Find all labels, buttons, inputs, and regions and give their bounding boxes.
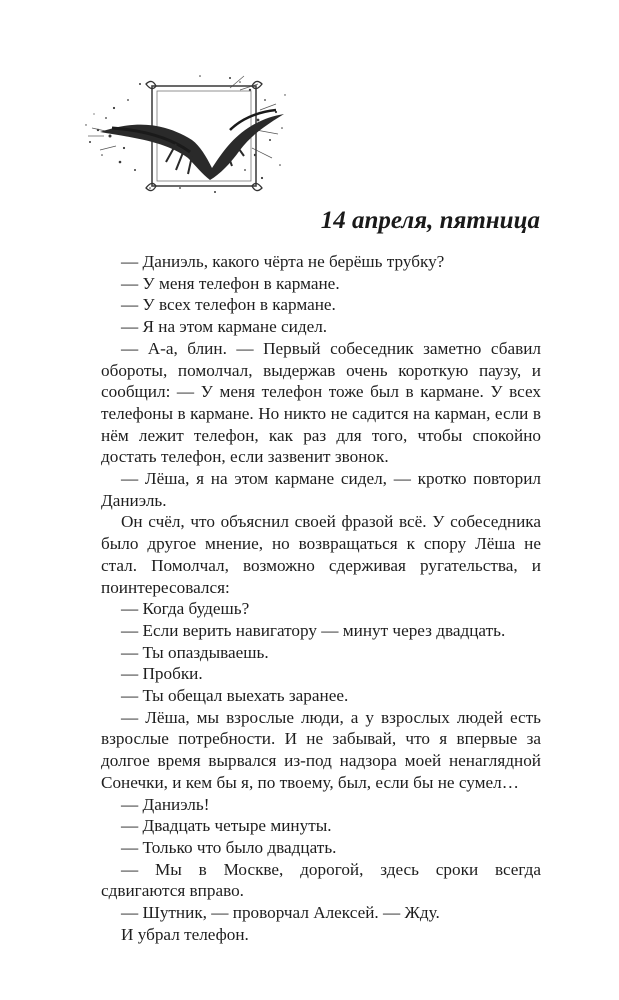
paragraph: — Ты опаздываешь. xyxy=(121,642,269,662)
paragraph: — Я на этом кармане сидел. xyxy=(121,317,328,337)
paragraph: — Только что было двадцать. xyxy=(121,837,337,857)
paragraph: — У меня телефон в кармане. xyxy=(121,273,340,293)
paragraph: — Пробки. xyxy=(121,664,203,684)
paragraph: — Лёша, я на этом кармане сидел, — кротко повторил Даниэль. xyxy=(101,469,541,510)
paragraph: — Если верить навигатору — минут через двадцать. xyxy=(121,620,506,640)
paragraph: — Мы в Москве, дорогой, здесь сроки всегда сдвигаются вправо. xyxy=(101,859,541,901)
chapter-title: 14 апреля, пятница xyxy=(320,207,540,234)
text-body xyxy=(101,251,541,946)
paragraph: Он счёл, что объяснил своей фразой всё. У собеседника было другое мнение, но возвращаться к спору Лёша не стал. Помолчал, возможно сдерживая ругательства, и поинтересовался: xyxy=(101,512,541,597)
paragraph: — Даниэль, какого чёрта не берёшь трубку? xyxy=(121,252,445,271)
paragraph: — Когда будешь? xyxy=(121,599,250,619)
paragraph: — Ты обещал выехать заранее. xyxy=(121,686,349,706)
paragraph: — Двадцать четыре минуты. xyxy=(121,816,332,836)
ornament-raven-frame xyxy=(80,70,290,198)
paragraph: И убрал телефон. xyxy=(121,924,249,944)
paragraph: — А-а, блин. — Первый собеседник заметно сбавил обороты, помолчал, выдержав очень короткую паузу, и сообщил: — У меня телефон тоже был в кармане. У всех телефоны в кармане. Но никто не садится на карман, если в нём лежит телефон, как раз для того, чтобы спокойно достать телефон, если зазвенит звонок. xyxy=(101,338,541,467)
paragraph: — Шутник, — проворчал Алексей. — Жду. xyxy=(121,903,440,923)
paragraph: — Лёша, мы взрослые люди, а у взрослых людей есть взрослые потребности. И не забывай, что я впервые за долгое время вырвался из-под надзора моей ненаглядной Сонечки, и кем бы я, по твоему, был, если бы не сумел… xyxy=(101,707,541,792)
paragraph: — У всех телефон в кармане. xyxy=(121,295,336,315)
paragraph: — Даниэль! xyxy=(121,794,210,814)
